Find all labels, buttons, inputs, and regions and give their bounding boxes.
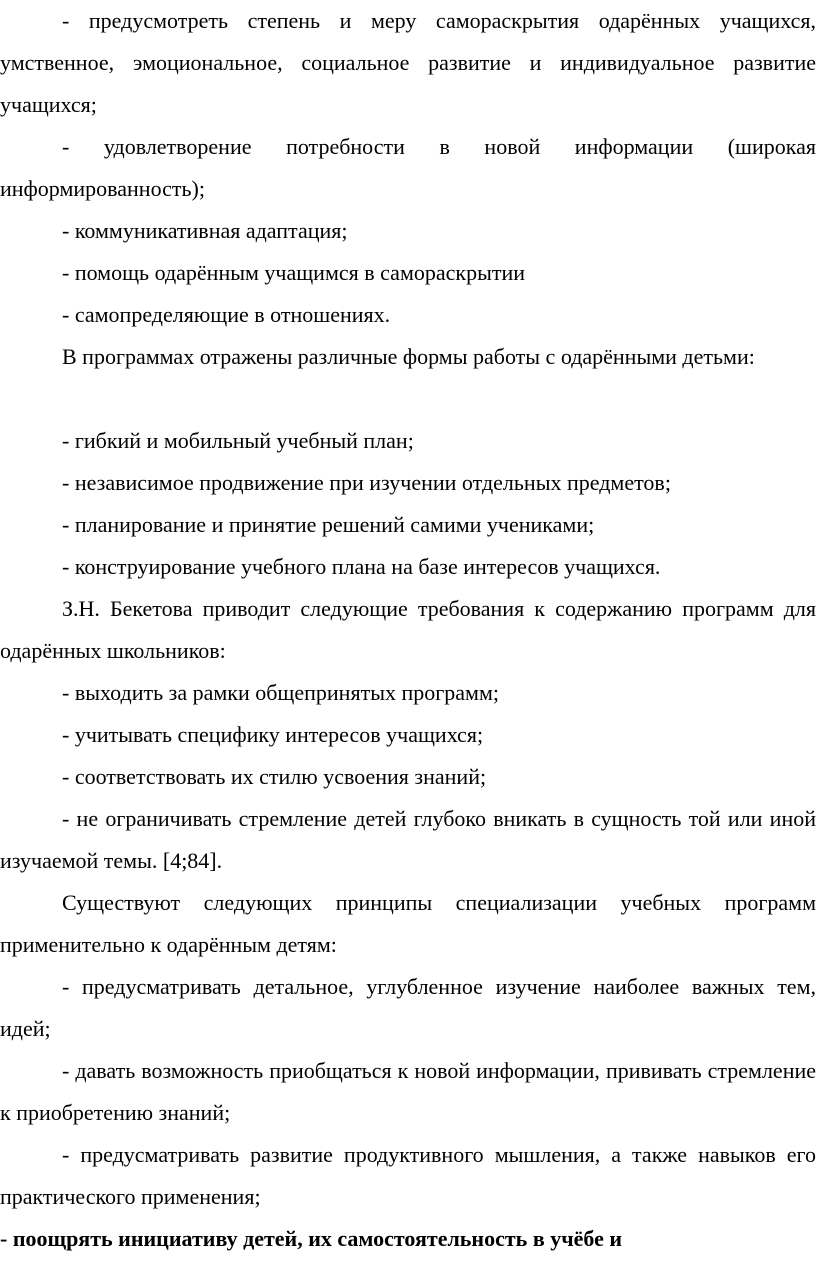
paragraph-14: - соответствовать их стилю усвоения знаний; [62, 764, 487, 789]
paragraph-19: - предусматривать развитие продуктивного мышления, а также навыков его практического применения; [0, 1142, 816, 1209]
paragraph-13: - учитывать специфику интересов учащихся; [62, 722, 484, 747]
paragraph-16: Существуют следующих принципы специализации учебных программ применительно к одарённым детям: [0, 890, 816, 957]
paragraph-18: - давать возможность приобщаться к новой информации, прививать стремление к приобретению знаний; [0, 1058, 816, 1125]
paragraph-8: - независимое продвижение при изучении отдельных предметов; [62, 470, 671, 495]
paragraph-1: - предусмотреть степень и меру самораскрытия одарённых учащихся, умственное, эмоциональное, социальное развитие и индивидуальное развитие учащихся; [0, 8, 816, 117]
paragraph-6: В программах отражены различные формы работы с одарёнными детьми: [62, 344, 755, 369]
paragraph-10: - конструирование учебного плана на базе интересов учащихся. [62, 554, 661, 579]
paragraph-20: - поощрять инициативу детей, их самостоятельность в учёбе и [0, 1226, 623, 1251]
paragraph-2: - удовлетворение потребности в новой информации (широкая информированность); [0, 134, 816, 201]
paragraph-17: - предусматривать детальное, углубленное изучение наиболее важных тем, идей; [0, 974, 816, 1041]
paragraph-4: - помощь одарённым учащимся в самораскрытии [62, 260, 526, 285]
paragraph-15: - не ограничивать стремление детей глубоко вникать в сущность той или иной изучаемой темы. [4;84]. [0, 806, 816, 873]
paragraph-3: - коммуникативная адаптация; [62, 218, 348, 243]
paragraph-11: З.Н. Бекетова приводит следующие требования к содержанию программ для одарённых школьников: [0, 596, 816, 663]
paragraph-9: - планирование и принятие решений самими учениками; [62, 512, 595, 537]
paragraph-7: - гибкий и мобильный учебный план; [62, 428, 414, 453]
paragraph-5: - самопределяющие в отношениях. [62, 302, 391, 327]
paragraph-12: - выходить за рамки общепринятых программ; [62, 680, 499, 705]
